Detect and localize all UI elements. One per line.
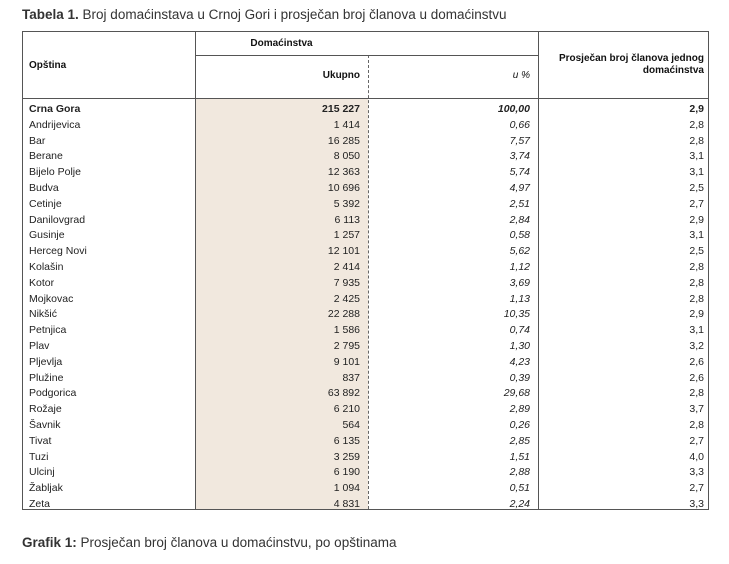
cell-average: 3,1 <box>689 150 704 163</box>
table-row <box>23 149 708 165</box>
cell-percent: 5,62 <box>509 245 530 258</box>
table-row-total <box>23 102 708 118</box>
cell-percent: 1,30 <box>509 339 530 352</box>
cell-percent: 3,74 <box>509 150 530 163</box>
cell-percent: 2,88 <box>509 466 530 479</box>
cell-count: 10 696 <box>327 181 360 194</box>
cell-average: 2,8 <box>689 118 704 131</box>
cell-average: 2,8 <box>689 276 704 289</box>
cell-name: Kolašin <box>29 260 64 273</box>
cell-percent: 7,57 <box>509 134 530 147</box>
cell-average: 2,7 <box>689 434 704 447</box>
cell-name: Bar <box>29 134 46 147</box>
cell-name: Nikšić <box>29 308 57 321</box>
table-caption-text: Broj domaćinstava u Crnoj Gori i prosječan broj članova u domaćinstvu <box>82 7 507 22</box>
cell-count: 16 285 <box>327 134 360 147</box>
table-row <box>23 355 708 371</box>
cell-count: 22 288 <box>327 308 360 321</box>
header-ukupno: Ukupno <box>322 70 360 81</box>
table-row <box>23 371 708 387</box>
cell-name: Gusinje <box>29 229 65 242</box>
cell-average: 2,8 <box>689 260 704 273</box>
cell-average: 3,3 <box>689 466 704 479</box>
table-row <box>23 402 708 418</box>
cell-count: 6 210 <box>333 403 360 416</box>
cell-name: Rožaje <box>29 403 62 416</box>
header-average-line-1: Prosječan broj članova jednog <box>558 53 704 64</box>
cell-count: 6 113 <box>334 213 360 226</box>
cell-name: Petnjica <box>29 324 67 337</box>
cell-percent: 2,24 <box>509 497 530 510</box>
cell-average: 2,9 <box>689 308 704 321</box>
cell-percent: 100,00 <box>497 103 530 115</box>
cell-count: 1 094 <box>333 482 360 495</box>
table-caption-label: Tabela 1. <box>22 7 79 22</box>
table-row <box>23 165 708 181</box>
cell-name: Pljevlja <box>29 355 63 368</box>
cell-percent: 1,13 <box>509 292 530 305</box>
table-row <box>23 228 708 244</box>
cell-count: 2 795 <box>333 339 360 352</box>
table-row <box>23 307 708 323</box>
cell-count: 1 586 <box>333 324 360 337</box>
table-row <box>23 434 708 450</box>
cell-average: 2,7 <box>689 197 704 210</box>
cell-count: 564 <box>342 418 360 431</box>
subheader-divider <box>195 55 538 56</box>
cell-percent: 5,74 <box>509 166 530 179</box>
cell-name: Plužine <box>29 371 64 384</box>
cell-name: Andrijevica <box>29 118 81 131</box>
cell-percent: 2,51 <box>509 197 530 210</box>
cell-percent: 0,51 <box>509 482 530 495</box>
cell-percent: 0,39 <box>509 371 530 384</box>
cell-name: Cetinje <box>29 197 62 210</box>
cell-percent: 2,89 <box>509 403 530 416</box>
table-row <box>23 418 708 434</box>
cell-count: 6 190 <box>333 466 360 479</box>
cell-name: Zeta <box>29 497 51 510</box>
cell-average: 3,2 <box>689 339 704 352</box>
cell-average: 3,1 <box>689 166 704 179</box>
cell-count: 3 259 <box>333 450 360 463</box>
cell-average: 2,9 <box>689 103 704 115</box>
chart-caption <box>22 535 396 550</box>
cell-average: 3,1 <box>689 229 704 242</box>
cell-average: 3,7 <box>689 403 704 416</box>
header-opstina: Opština <box>29 60 67 71</box>
table-caption <box>22 7 507 22</box>
table-row <box>23 197 708 213</box>
table-row <box>23 134 708 150</box>
cell-average: 2,5 <box>689 181 704 194</box>
cell-percent: 4,23 <box>509 355 530 368</box>
chart-caption-label: Grafik 1: <box>22 535 77 550</box>
cell-average: 2,6 <box>689 371 704 384</box>
cell-percent: 1,12 <box>509 260 530 273</box>
cell-name: Danilovgrad <box>29 213 86 226</box>
cell-average: 2,8 <box>689 418 704 431</box>
cell-name: Tivat <box>29 434 52 447</box>
cell-count: 63 892 <box>327 387 360 400</box>
cell-count: 9 101 <box>333 355 360 368</box>
cell-name: Budva <box>29 181 59 194</box>
table-row <box>23 465 708 481</box>
table-row <box>23 244 708 260</box>
table-row <box>23 213 708 229</box>
cell-percent: 0,66 <box>509 118 530 131</box>
cell-count: 6 135 <box>333 434 360 447</box>
cell-name: Berane <box>29 150 63 163</box>
cell-count: 1 414 <box>333 118 360 131</box>
cell-average: 2,8 <box>689 387 704 400</box>
table-row <box>23 450 708 466</box>
table-row <box>23 181 708 197</box>
cell-count: 7 935 <box>333 276 360 289</box>
table-row <box>23 118 708 134</box>
cell-count: 12 101 <box>327 245 360 258</box>
cell-count: 4 831 <box>333 497 360 510</box>
cell-percent: 4,97 <box>509 181 530 194</box>
header-average-members <box>538 53 704 77</box>
header-average-line-2: domaćinstva <box>642 65 704 76</box>
cell-name: Podgorica <box>29 387 77 400</box>
cell-name: Crna Gora <box>29 103 81 115</box>
cell-average: 2,8 <box>689 292 704 305</box>
cell-percent: 10,35 <box>503 308 530 321</box>
cell-name: Plav <box>29 339 50 352</box>
cell-average: 3,1 <box>689 324 704 337</box>
cell-count: 2 425 <box>333 292 360 305</box>
cell-name: Tuzi <box>29 450 49 463</box>
cell-percent: 0,58 <box>509 229 530 242</box>
cell-count: 1 257 <box>333 229 360 242</box>
cell-count: 215 227 <box>322 103 360 115</box>
cell-name: Ulcinj <box>29 466 55 479</box>
households-table <box>22 31 709 510</box>
chart-caption-text: Prosječan broj članova u domaćinstvu, po opštinama <box>80 535 397 550</box>
cell-count: 837 <box>342 371 360 384</box>
cell-average: 2,9 <box>689 213 704 226</box>
cell-average: 4,0 <box>689 450 704 463</box>
table-row <box>23 292 708 308</box>
table-body <box>23 102 708 513</box>
cell-percent: 3,69 <box>509 276 530 289</box>
cell-name: Žabljak <box>29 482 63 495</box>
cell-percent: 0,26 <box>509 418 530 431</box>
cell-average: 3,3 <box>689 497 704 510</box>
cell-average: 2,6 <box>689 355 704 368</box>
cell-percent: 2,85 <box>509 434 530 447</box>
table-row <box>23 386 708 402</box>
cell-percent: 0,74 <box>509 324 530 337</box>
cell-name: Šavnik <box>29 418 61 431</box>
cell-percent: 2,84 <box>509 213 530 226</box>
header-divider <box>23 98 708 99</box>
table-row <box>23 497 708 513</box>
cell-name: Bijelo Polje <box>29 166 81 179</box>
cell-name: Kotor <box>29 276 55 289</box>
cell-average: 2,7 <box>689 482 704 495</box>
cell-count: 5 392 <box>333 197 360 210</box>
cell-count: 12 363 <box>327 166 360 179</box>
table-row <box>23 339 708 355</box>
cell-count: 2 414 <box>333 260 360 273</box>
table-row <box>23 276 708 292</box>
cell-name: Herceg Novi <box>29 245 87 258</box>
cell-average: 2,5 <box>689 245 704 258</box>
table-row <box>23 260 708 276</box>
table-row <box>23 481 708 497</box>
cell-count: 8 050 <box>333 150 360 163</box>
cell-percent: 1,51 <box>509 450 530 463</box>
header-percent: u % <box>512 70 530 81</box>
cell-percent: 29,68 <box>503 387 530 400</box>
table-row <box>23 323 708 339</box>
header-domacinstva: Domaćinstva <box>250 38 313 49</box>
cell-name: Mojkovac <box>29 292 74 305</box>
cell-average: 2,8 <box>689 134 704 147</box>
